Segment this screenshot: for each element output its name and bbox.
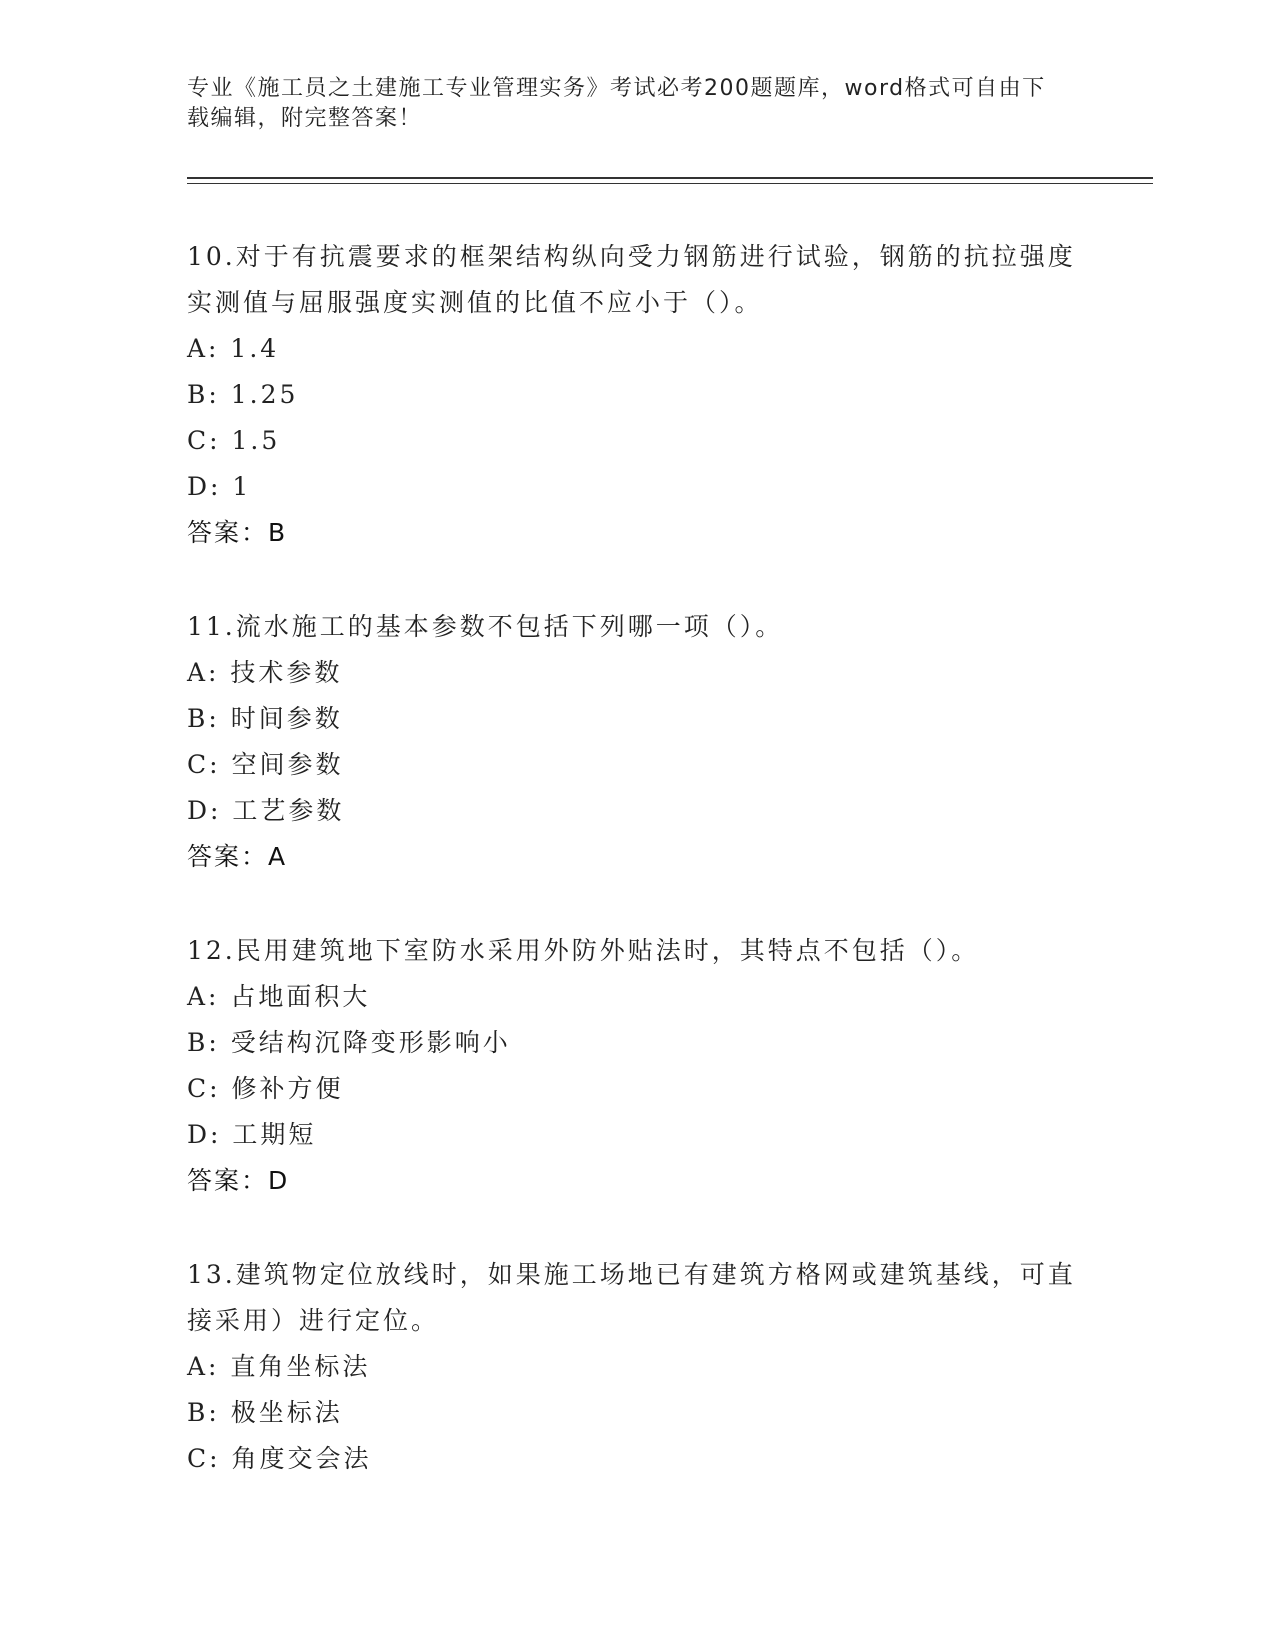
question-stem: 10.对于有抗震要求的框架结构纵向受力钢筋进行试验，钢筋的抗拉强度实测值与屈服强度实测值的比值不应小于（）。 <box>187 242 1076 317</box>
option-b: B: 时间参数 <box>187 704 343 733</box>
option-c: C: 修补方便 <box>187 1074 344 1103</box>
option-a: A: 占地面积大 <box>187 982 371 1011</box>
option-d: D: 工艺参数 <box>187 796 345 825</box>
option-d: D: 1 <box>187 472 252 501</box>
option-d: D: 工期短 <box>187 1120 317 1149</box>
header-divider-thin <box>187 183 1153 184</box>
answer: 答案：D <box>187 1166 290 1195</box>
answer: 答案：B <box>187 518 288 547</box>
question-list <box>187 234 1087 1530</box>
option-b: B: 极坐标法 <box>187 1398 343 1427</box>
header-divider-thick <box>187 177 1153 179</box>
question-stem: 13.建筑物定位放线时，如果施工场地已有建筑方格网或建筑基线，可直接采用）进行定位。 <box>187 1260 1076 1335</box>
question-10 <box>187 234 1087 556</box>
question-stem: 11.流水施工的基本参数不包括下列哪一项（）。 <box>187 612 784 641</box>
option-c: C: 角度交会法 <box>187 1444 372 1473</box>
answer: 答案：A <box>187 842 288 871</box>
document-header: 专业《施工员之土建施工专业管理实务》考试必考200题题库，word格式可自由下载编辑，附完整答案！ <box>187 76 1046 131</box>
question-11 <box>187 604 1087 880</box>
question-13 <box>187 1252 1087 1482</box>
option-b: B: 受结构沉降变形影响小 <box>187 1028 511 1057</box>
option-c: C: 空间参数 <box>187 750 344 779</box>
option-c: C: 1.5 <box>187 426 281 455</box>
option-a: A: 1.4 <box>187 334 280 363</box>
question-12 <box>187 928 1087 1204</box>
option-a: A: 直角坐标法 <box>187 1352 371 1381</box>
option-a: A: 技术参数 <box>187 658 343 687</box>
question-stem: 12.民用建筑地下室防水采用外防外贴法时，其特点不包括（）。 <box>187 936 980 965</box>
option-b: B: 1.25 <box>187 380 299 409</box>
